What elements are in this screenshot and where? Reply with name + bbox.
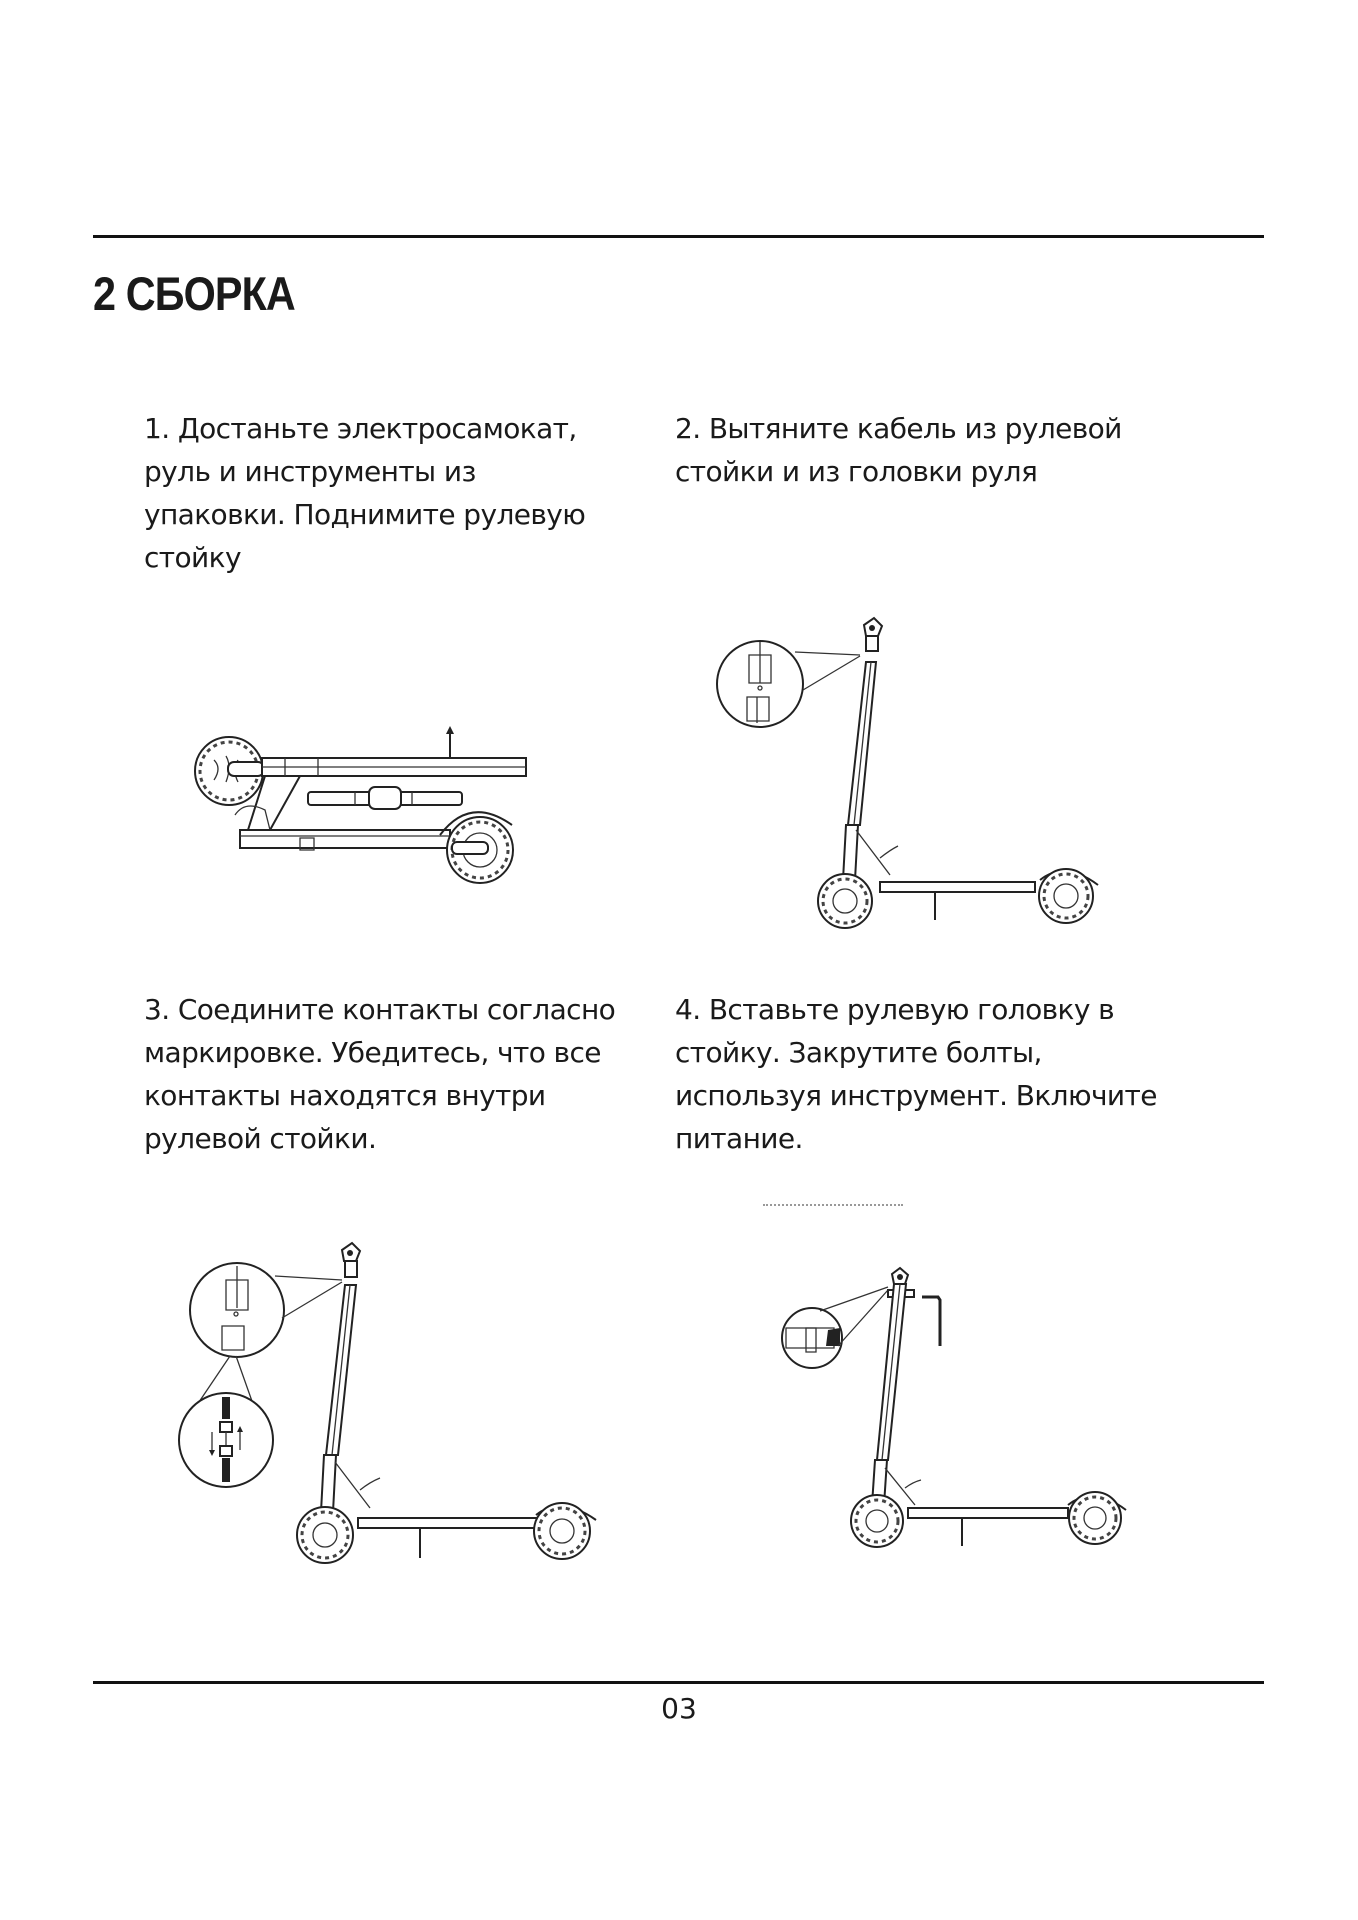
- scooter-connector-illustration: [170, 1220, 610, 1580]
- step-1-line: упаковки. Поднимите рулевую: [144, 498, 586, 531]
- step-4-line: 4. Вставьте рулевую головку в: [675, 993, 1114, 1026]
- deck: [240, 830, 450, 850]
- stem: [848, 662, 876, 825]
- step-4-line: питание.: [675, 1122, 803, 1155]
- step-1-line: стойку: [144, 541, 241, 574]
- section-title: 2 СБОРКА: [93, 267, 295, 320]
- step-2-text: [675, 407, 1122, 493]
- cable-detail-magnifier: [717, 641, 860, 727]
- folded-scooter-illustration: [180, 715, 540, 895]
- page-number: 03: [661, 1692, 697, 1725]
- stem: [326, 1285, 356, 1455]
- stem: [877, 1284, 906, 1460]
- handlebar-head: [342, 1243, 360, 1277]
- hex-key-icon: [922, 1297, 940, 1346]
- step-3-line: рулевой стойки.: [144, 1122, 377, 1155]
- front-wheel: [818, 874, 872, 928]
- step-1-text: [144, 407, 585, 579]
- scooter-cable-illustration: [700, 600, 1120, 940]
- connector-detail-magnifier-top: [190, 1263, 342, 1357]
- step-3-line: маркировке. Убедитесь, что все: [144, 1036, 601, 1069]
- top-rule: [93, 235, 1264, 238]
- step-1-line: 1. Достаньте электросамокат,: [144, 412, 577, 445]
- handlebar-head: [864, 618, 882, 651]
- front-wheel: [851, 1495, 903, 1547]
- step-1-line: руль и инструменты из: [144, 455, 476, 488]
- bolt-detail-magnifier: [782, 1287, 888, 1368]
- step-3-line: контакты находятся внутри: [144, 1079, 546, 1112]
- step-4-text: [675, 988, 1157, 1160]
- step-4-line: стойку. Закрутите болты,: [675, 1036, 1042, 1069]
- front-wheel: [297, 1507, 353, 1563]
- rear-wheel: [534, 1503, 596, 1559]
- handlebar: [308, 787, 462, 809]
- connector-detail-magnifier-bottom: [179, 1393, 273, 1487]
- scan-artifact: [763, 1204, 903, 1206]
- step-3-line: 3. Соедините контакты согласно: [144, 993, 616, 1026]
- handlebar-head: [892, 1268, 908, 1284]
- deck: [880, 882, 1035, 920]
- rear-wheel: [1068, 1492, 1126, 1544]
- bottom-rule: [93, 1681, 1264, 1684]
- scooter-hex-key-illustration: [750, 1230, 1150, 1560]
- rear-wheel: [440, 812, 513, 883]
- step-4-line: используя инструмент. Включите: [675, 1079, 1157, 1112]
- lift-arrow-icon: [446, 726, 454, 760]
- step-3-text: [144, 988, 615, 1160]
- deck: [358, 1518, 538, 1558]
- deck: [908, 1508, 1068, 1546]
- step-2-line: стойки и из головки руля: [675, 455, 1038, 488]
- step-2-line: 2. Вытяните кабель из рулевой: [675, 412, 1122, 445]
- rear-wheel: [1039, 869, 1098, 923]
